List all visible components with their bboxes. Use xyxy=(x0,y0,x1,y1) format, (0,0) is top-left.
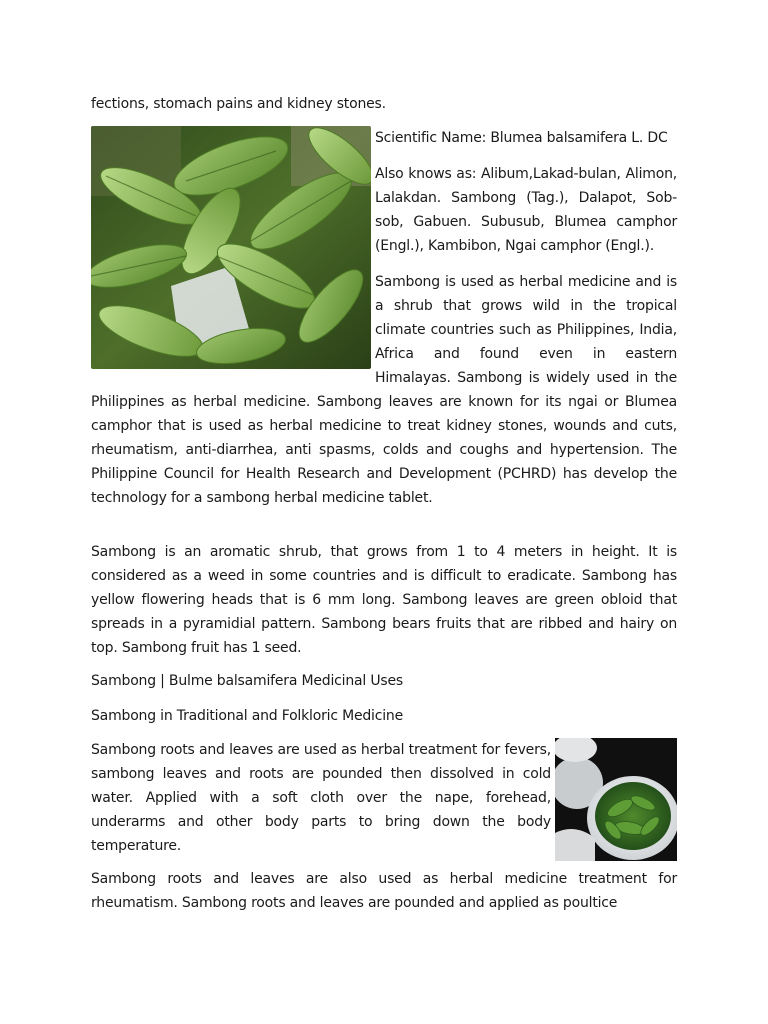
section-intro xyxy=(91,126,677,510)
sambong-plant-photo xyxy=(91,126,371,369)
intro-paragraph: Sambong is used as herbal medicine and is a shrub that grows wild in the tropical climate countries such as Philippines, India, Africa and found even in eastern Himalayas. Sambong is widely used in the Philippines as herbal medicine. Sambong leaves are known for its ngai or Blumea camphor that is used as herbal medicine to treat kidney stones, wounds and cuts, rheumatism, anti-diarrhea, anti spasms, colds and coughs and hypertension. The Philippine Council for Health Research and Development (PCHRD) has develop the technology for a sambong herbal medicine tablet. xyxy=(91,274,677,506)
sambong-leaves-bowl-photo xyxy=(555,738,677,861)
lead-line: fections, stomach pains and kidney stones. xyxy=(91,96,386,112)
scientific-name: Scientific Name: Blumea balsamifera L. DC xyxy=(375,130,668,146)
heading-traditional-medicine: Sambong in Traditional and Folkloric Medicine xyxy=(91,708,404,724)
rheumatism-paragraph: Sambong roots and leaves are also used as herbal medicine treatment for rheumatism. Sambong roots and leaves are pounded and applied as poultice xyxy=(91,871,677,911)
section-fever xyxy=(91,738,677,865)
fever-paragraph: Sambong roots and leaves are used as herbal treatment for fevers, sambong leaves and roots are pounded then dissolved in cold water. Applied with a soft cloth over the nape, forehead, underarms and other body parts to bring down the body temperature. xyxy=(91,742,551,854)
heading-medicinal-uses: Sambong | Bulme balsamifera Medicinal Uses xyxy=(91,673,403,689)
also-known-as: Also knows as: Alibum,Lakad-bulan, Alimon, Lalakdan. Sambong (Tag.), Dalapot, Sob-sob, Gabuen. Subusub, Blumea camphor (Engl.), Kambibon, Ngai camphor (Engl.). xyxy=(375,166,677,254)
description-paragraph: Sambong is an aromatic shrub, that grows from 1 to 4 meters in height. It is considered as a weed in some countries and is difficult to eradicate. Sambong has yellow flowering heads that is 6 mm long. Sambong leaves are green obloid that spreads in a pyramidial pattern. Sambong bears fruits that are ribbed and hairy on top. Sambong fruit has 1 seed. xyxy=(91,544,677,656)
